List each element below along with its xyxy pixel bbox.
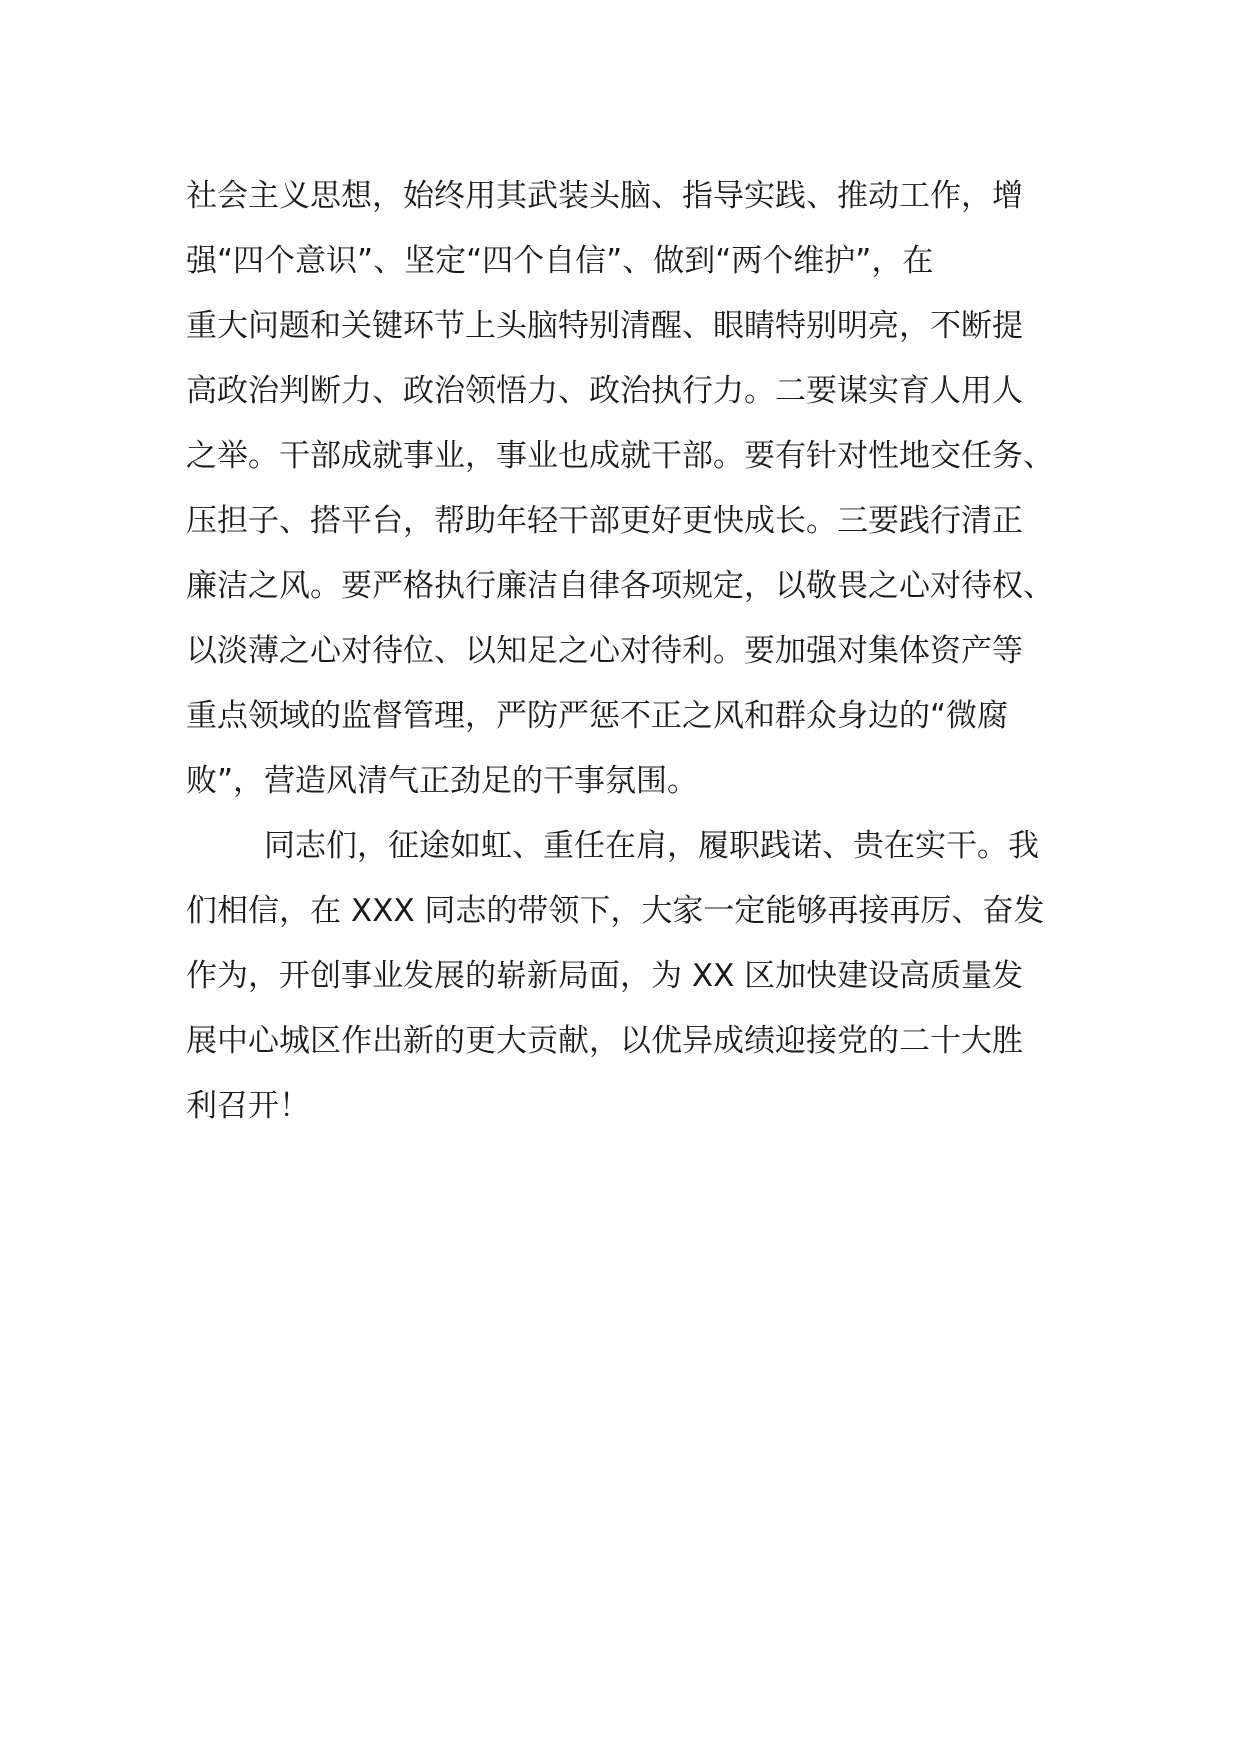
text-line: 社会主义思想，始终用其武装头脑、指导实践、推动工作，增 [186,178,1023,214]
text-line: 以淡薄之心对待位、以知足之心对待利。要加强对集体资产等 [186,633,1023,669]
body-paragraph-1 [186,164,1086,814]
text-line: 强“四个意识”、坚定“四个自信”、做到“两个维护”，在 [186,243,934,279]
text-line: 重大问题和关键环节上头脑特别清醒、眼睛特别明亮，不断提 [186,308,1023,344]
text-line: 作为，开创事业发展的崭新局面，为 XX 区加快建设高质量发 [186,958,1024,994]
text-line-first-indented: 同志们，征途如虹、重任在肩，履职践诺、贵在实干。我 [264,828,1039,864]
text-line: 压担子、搭平台，帮助年轻干部更好更快成长。三要践行清正 [186,503,1023,539]
text-line: 败”，营造风清气正劲足的干事氛围。 [186,763,699,799]
text-line: 重点领域的监督管理，严防严惩不正之风和群众身边的“微腐 [186,698,1009,734]
text-line: 利召开！ [186,1088,310,1124]
text-line: 展中心城区作出新的更大贡献，以优异成绩迎接党的二十大胜 [186,1023,1023,1059]
body-paragraph-2 [186,814,1086,1139]
text-line: 廉洁之风。要严格执行廉洁自律各项规定，以敬畏之心对待权、 [186,568,1054,604]
text-line: 高政治判断力、政治领悟力、政治执行力。二要谋实育人用人 [186,373,1023,409]
text-line: 们相信，在 XXX 同志的带领下，大家一定能够再接再厉、奋发 [186,893,1045,929]
text-line: 之举。干部成就事业，事业也成就干部。要有针对性地交任务、 [186,438,1054,474]
